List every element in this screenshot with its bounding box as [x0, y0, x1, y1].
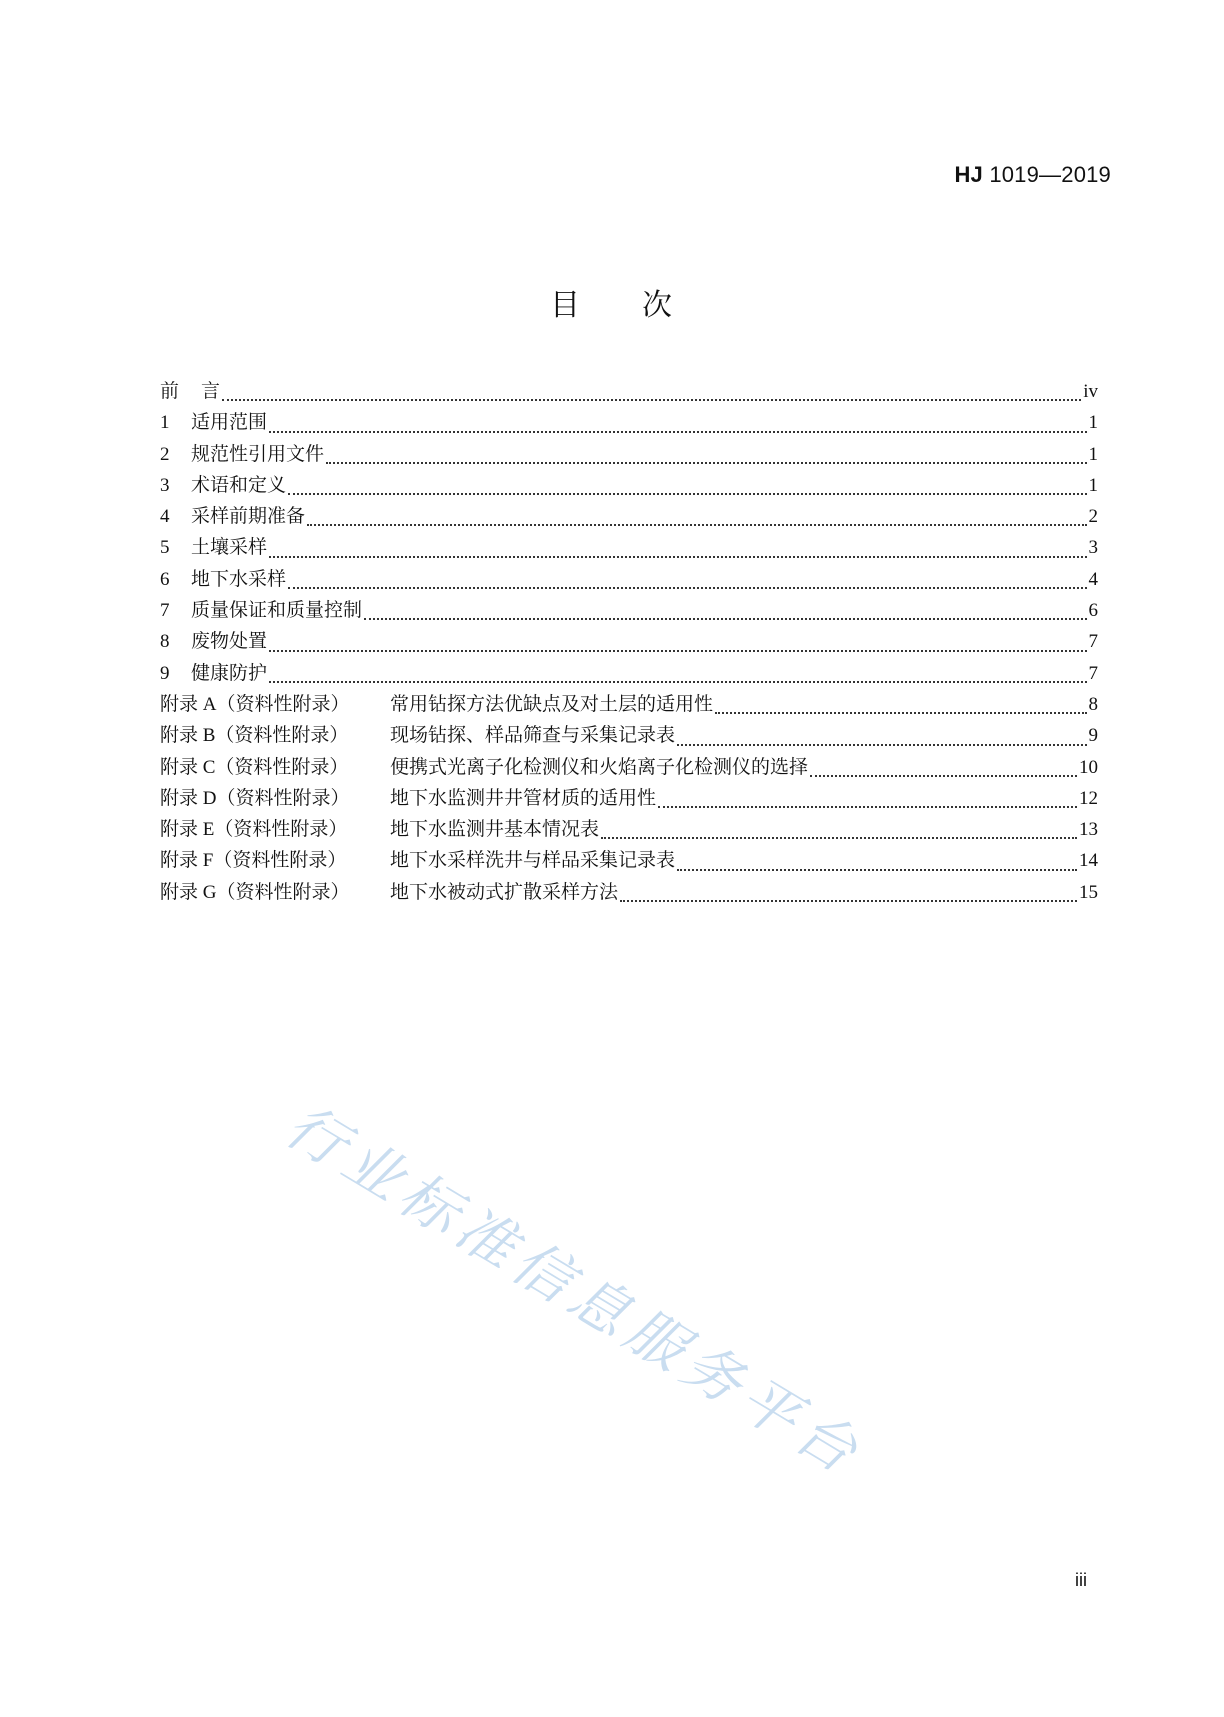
toc-entry-label: 前 言 — [160, 381, 221, 402]
toc-entry-9[interactable] — [160, 658, 1098, 689]
toc-entry-foreword[interactable] — [160, 376, 1098, 407]
appendix-title: 地下水监测井基本情况表 — [390, 819, 600, 841]
toc-page-number: 1 — [1088, 474, 1098, 496]
toc-appendix-a[interactable] — [160, 689, 1098, 720]
toc-page-number: 3 — [1088, 537, 1098, 559]
standard-code — [954, 162, 1111, 188]
appendix-heading: 附录 A（资料性附录） — [160, 693, 350, 715]
toc-page-number: 13 — [1079, 819, 1098, 841]
dot-leader — [222, 399, 1081, 401]
toc-entry-label: 废物处置 — [191, 631, 268, 653]
toc-page-number: 6 — [1088, 600, 1098, 622]
dot-leader — [677, 869, 1077, 871]
toc-page-number: 2 — [1088, 506, 1098, 528]
toc-section-number: 7 — [160, 600, 170, 622]
toc-page-number: 1 — [1088, 443, 1098, 465]
toc-page-number: iv — [1083, 381, 1098, 402]
toc-entry-7[interactable] — [160, 595, 1098, 626]
appendix-title: 便携式光离子化检测仪和火焰离子化检测仪的选择 — [390, 756, 809, 778]
toc-appendix-c[interactable] — [160, 752, 1098, 783]
toc-section-number: 9 — [160, 662, 170, 684]
toc-page-number: 8 — [1088, 693, 1098, 715]
toc-entry-3[interactable] — [160, 470, 1098, 501]
toc-section-number: 3 — [160, 474, 170, 496]
appendix-heading: 附录 E（资料性附录） — [160, 819, 348, 841]
toc-appendix-b[interactable] — [160, 720, 1098, 751]
dot-leader — [601, 837, 1077, 839]
toc-appendix-g[interactable] — [160, 877, 1098, 908]
dot-leader — [364, 618, 1086, 620]
toc-entry-label: 采样前期准备 — [191, 506, 306, 528]
toc-entry-1[interactable] — [160, 407, 1098, 438]
toc-entry-label: 规范性引用文件 — [191, 443, 325, 465]
toc-entry-8[interactable] — [160, 626, 1098, 657]
appendix-title: 现场钻探、样品筛查与采集记录表 — [390, 725, 676, 747]
toc-entry-label: 土壤采样 — [191, 537, 268, 559]
dot-leader — [810, 775, 1077, 777]
toc-entry-label: 健康防护 — [191, 662, 268, 684]
dot-leader — [269, 681, 1086, 683]
toc-entry-label: 地下水采样 — [191, 568, 287, 590]
appendix-title: 地下水采样洗井与样品采集记录表 — [390, 850, 676, 872]
page-title — [0, 280, 1224, 324]
toc-page-number: 14 — [1079, 850, 1098, 872]
toc-entry-label: 质量保证和质量控制 — [191, 600, 363, 622]
dot-leader — [269, 431, 1086, 433]
toc-page-number: 10 — [1079, 756, 1098, 778]
standard-number: 1019—2019 — [989, 162, 1111, 187]
dot-leader — [288, 493, 1086, 495]
dot-leader — [677, 744, 1086, 746]
appendix-title: 地下水被动式扩散采样方法 — [390, 881, 619, 903]
appendix-title: 常用钻探方法优缺点及对土层的适用性 — [390, 693, 714, 715]
toc-entry-5[interactable] — [160, 532, 1098, 563]
toc-page-number: 4 — [1088, 568, 1098, 590]
toc-appendix-d[interactable] — [160, 783, 1098, 814]
toc-page-number: 7 — [1088, 631, 1098, 653]
toc-section-number: 1 — [160, 412, 170, 434]
dot-leader — [326, 462, 1086, 464]
dot-leader — [269, 650, 1086, 652]
toc-section-number: 2 — [160, 443, 170, 465]
toc-entry-label: 术语和定义 — [191, 474, 287, 496]
appendix-heading: 附录 C（资料性附录） — [160, 756, 349, 778]
appendix-heading: 附录 D（资料性附录） — [160, 787, 350, 809]
appendix-title: 地下水监测井井管材质的适用性 — [390, 787, 657, 809]
dot-leader — [307, 524, 1086, 526]
toc-page-number: 1 — [1088, 412, 1098, 434]
watermark: 行业标准信息服务平台 — [274, 1091, 876, 1490]
table-of-contents — [160, 376, 1098, 908]
toc-entry-label: 适用范围 — [191, 412, 268, 434]
page-title-char-2: 次 — [642, 288, 674, 323]
page-title-char-1: 目 — [550, 288, 582, 323]
toc-entry-6[interactable] — [160, 564, 1098, 595]
standard-prefix: HJ — [954, 162, 983, 187]
dot-leader — [269, 556, 1086, 558]
dot-leader — [715, 712, 1086, 714]
appendix-heading: 附录 B（资料性附录） — [160, 725, 349, 747]
dot-leader — [658, 806, 1077, 808]
toc-section-number: 5 — [160, 537, 170, 559]
toc-appendix-f[interactable] — [160, 845, 1098, 876]
appendix-heading: 附录 F（资料性附录） — [160, 850, 347, 872]
toc-page-number: 12 — [1079, 787, 1098, 809]
toc-page-number: 9 — [1088, 725, 1098, 747]
toc-entry-4[interactable] — [160, 501, 1098, 532]
toc-appendix-e[interactable] — [160, 814, 1098, 845]
appendix-heading: 附录 G（资料性附录） — [160, 881, 350, 903]
dot-leader — [620, 900, 1077, 902]
toc-section-number: 6 — [160, 568, 170, 590]
toc-page-number: 7 — [1088, 662, 1098, 684]
toc-entry-2[interactable] — [160, 439, 1098, 470]
toc-page-number: 15 — [1079, 881, 1098, 903]
toc-section-number: 4 — [160, 506, 170, 528]
page-number: iii — [1075, 1570, 1087, 1590]
toc-section-number: 8 — [160, 631, 170, 653]
dot-leader — [288, 587, 1086, 589]
